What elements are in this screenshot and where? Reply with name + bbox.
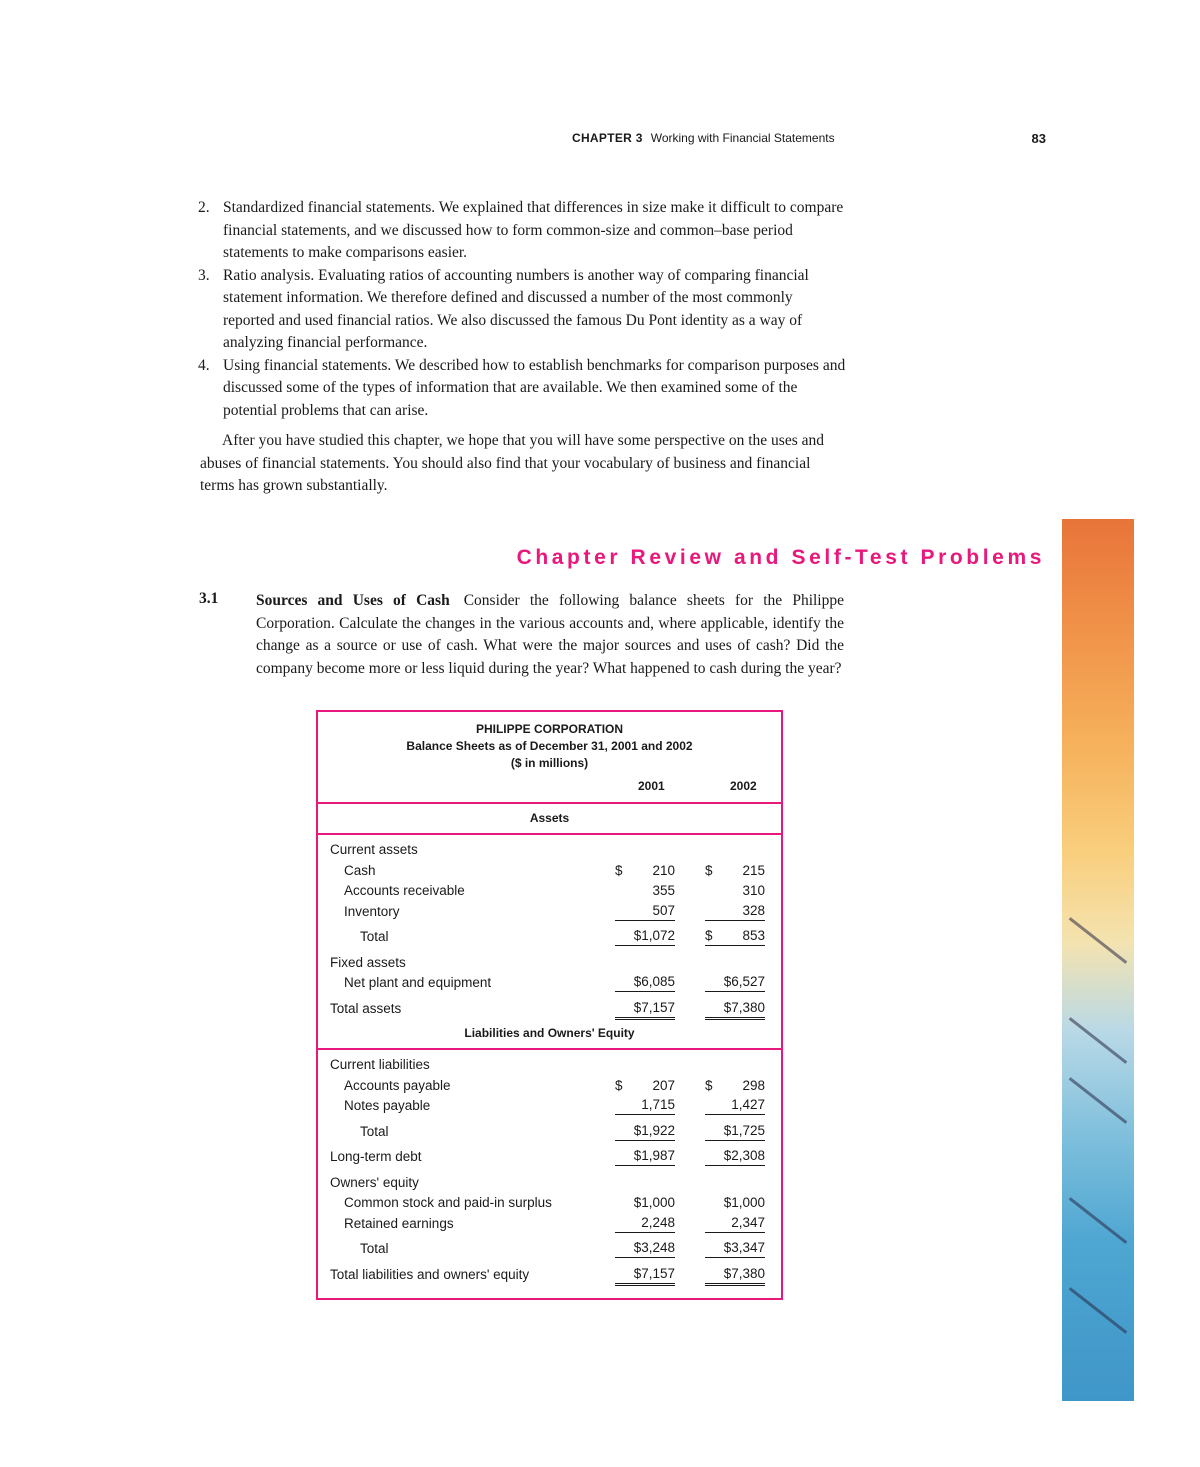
- list-item-lead: Ratio analysis.: [223, 266, 315, 284]
- table-row: [318, 1239, 781, 1260]
- row-label: Inventory: [344, 903, 400, 919]
- list-item: [198, 197, 848, 265]
- table-row: [318, 1193, 781, 1214]
- value-2001: $1,000: [633, 1195, 675, 1210]
- chapter-title: Working with Financial Statements: [650, 131, 835, 145]
- value-2002: $ 853: [705, 927, 765, 946]
- list-item-number: 2.: [198, 199, 210, 216]
- art-streak: [1069, 1017, 1128, 1064]
- list-item-number: 4.: [198, 356, 210, 374]
- statement-units: ($ in millions): [510, 756, 589, 770]
- running-head: [572, 131, 1046, 145]
- value-2002: $6,527: [705, 973, 765, 992]
- row-label: Cash: [344, 862, 376, 878]
- table-row: [318, 1147, 781, 1168]
- table-row: [318, 1173, 781, 1194]
- problem-body: Consider the following balance sheets for the Philippe Corporation. Calculate the changes in the various accounts and, where applicable, identify the change as a source or use of cash. What were the major sources and uses of cash? Did the company become more or less liquid during the year? What happened to cash during the year?: [256, 592, 844, 677]
- value-2002: 1,427: [705, 1096, 765, 1115]
- value-2002: 328: [705, 902, 765, 921]
- row-label: Common stock and paid-in surplus: [344, 1195, 552, 1210]
- table-row: [318, 1214, 781, 1235]
- chapter-label: CHAPTER 3: [572, 131, 643, 145]
- problem-text: [256, 590, 844, 680]
- value-2001: $ 207: [615, 1077, 675, 1093]
- table-row: [318, 953, 781, 974]
- liabilities-rows: [318, 1050, 781, 1285]
- row-label: Current assets: [330, 842, 418, 857]
- row-label: Accounts payable: [344, 1077, 451, 1093]
- value-2002: $ 215: [705, 862, 765, 878]
- value-2002: $7,380: [705, 1265, 765, 1286]
- value-2002: 310: [742, 883, 765, 898]
- value-2002: $7,380: [705, 999, 765, 1020]
- table-row: [318, 1122, 781, 1143]
- assets-section-title: Assets: [529, 811, 570, 825]
- year-header-row: [318, 772, 781, 802]
- table-row: [318, 927, 781, 948]
- year-2001-header: 2001: [638, 779, 665, 793]
- value-2001: 355: [652, 883, 675, 898]
- row-label: Owners' equity: [330, 1174, 419, 1190]
- table-row: [318, 1096, 781, 1117]
- table-row: [318, 861, 781, 882]
- row-label: Fixed assets: [330, 954, 406, 970]
- table-row: [318, 1265, 781, 1286]
- art-streak: [1069, 917, 1128, 964]
- list-item: [198, 265, 848, 355]
- value-2001: 1,715: [615, 1096, 675, 1115]
- list-item-text: We described how to establish benchmarks for comparison purposes and discussed some of the types of information that are available. We then examined some of the potential problems that can arise.: [223, 356, 846, 419]
- table-row: [318, 881, 781, 902]
- value-2002: $ 298: [705, 1077, 765, 1093]
- value-2001: $6,085: [615, 973, 675, 992]
- table-row: [318, 840, 781, 861]
- art-streak: [1069, 1077, 1128, 1124]
- list-item-text: Evaluating ratios of accounting numbers is another way of comparing financial statement information. We therefore defined and discussed a number of the most commonly reported and used financial ratios. We also discussed the famous Du Pont identity as a way of analyzing financial performance.: [223, 266, 809, 351]
- list-item-text: We explained that differences in size make it difficult to compare financial statements, and we discussed how to form common-size and common–base period statements to make comparisons easier.: [223, 199, 844, 261]
- row-label: Current liabilities: [330, 1057, 430, 1072]
- summary-list: [198, 197, 848, 422]
- year-2002-header: 2002: [730, 779, 757, 793]
- page-number: 83: [1031, 131, 1046, 146]
- list-item-lead: Using financial statements.: [223, 356, 392, 374]
- list-item-lead: Standardized financial statements.: [223, 199, 436, 216]
- section-heading: Chapter Review and Self-Test Problems: [516, 546, 1045, 569]
- value-2001: $ 210: [615, 862, 675, 878]
- problem-number: 3.1: [199, 590, 219, 607]
- list-item-number: 3.: [198, 266, 210, 284]
- value-2001: $1,072: [615, 927, 675, 946]
- problem-title: Sources and Uses of Cash: [256, 592, 450, 609]
- row-label: Net plant and equipment: [344, 975, 492, 990]
- table-row: [318, 973, 781, 994]
- company-name: PHILIPPE CORPORATION: [475, 722, 624, 736]
- row-label: Total: [360, 1241, 389, 1256]
- value-2002: $2,308: [705, 1147, 765, 1166]
- table-row: [318, 1076, 781, 1097]
- row-label: Notes payable: [344, 1098, 431, 1113]
- table-row: [318, 999, 781, 1020]
- value-2002: $3,347: [705, 1239, 765, 1258]
- value-2001: 507: [615, 902, 675, 921]
- statement-subtitle: Balance Sheets as of December 31, 2001 and 2002: [406, 739, 693, 753]
- balance-sheet-table: [316, 710, 783, 1300]
- art-streak: [1069, 1197, 1128, 1244]
- table-row: [318, 1055, 781, 1076]
- row-label: Total assets: [330, 1000, 402, 1016]
- liabilities-section-title: Liabilities and Owners' Equity: [464, 1026, 635, 1040]
- row-label: Total liabilities and owners' equity: [330, 1266, 530, 1282]
- value-2001: $3,248: [615, 1239, 675, 1258]
- balance-sheet-header: [318, 712, 781, 772]
- decorative-art-strip: [1062, 519, 1134, 1401]
- table-row: [318, 902, 781, 923]
- value-2001: $7,157: [615, 999, 675, 1020]
- value-2001: 2,248: [615, 1214, 675, 1233]
- value-2001: $7,157: [615, 1265, 675, 1286]
- row-label: Retained earnings: [344, 1215, 454, 1231]
- value-2002: 2,347: [705, 1214, 765, 1233]
- art-streak: [1069, 1287, 1128, 1334]
- list-item: [198, 355, 848, 423]
- value-2001: $1,987: [615, 1147, 675, 1166]
- value-2002: $1,000: [723, 1195, 765, 1210]
- value-2002: $1,725: [705, 1122, 765, 1141]
- assets-rows: [318, 835, 781, 1019]
- row-label: Accounts receivable: [344, 883, 465, 898]
- value-2001: $1,922: [615, 1122, 675, 1141]
- row-label: Long-term debt: [330, 1149, 422, 1164]
- closing-paragraph: After you have studied this chapter, we hope that you will have some perspective on the uses and abuses of financial statements. You should also find that your vocabulary of business and financial terms has grown substantially.: [200, 432, 824, 494]
- row-label: Total: [360, 929, 389, 944]
- row-label: Total: [360, 1123, 389, 1139]
